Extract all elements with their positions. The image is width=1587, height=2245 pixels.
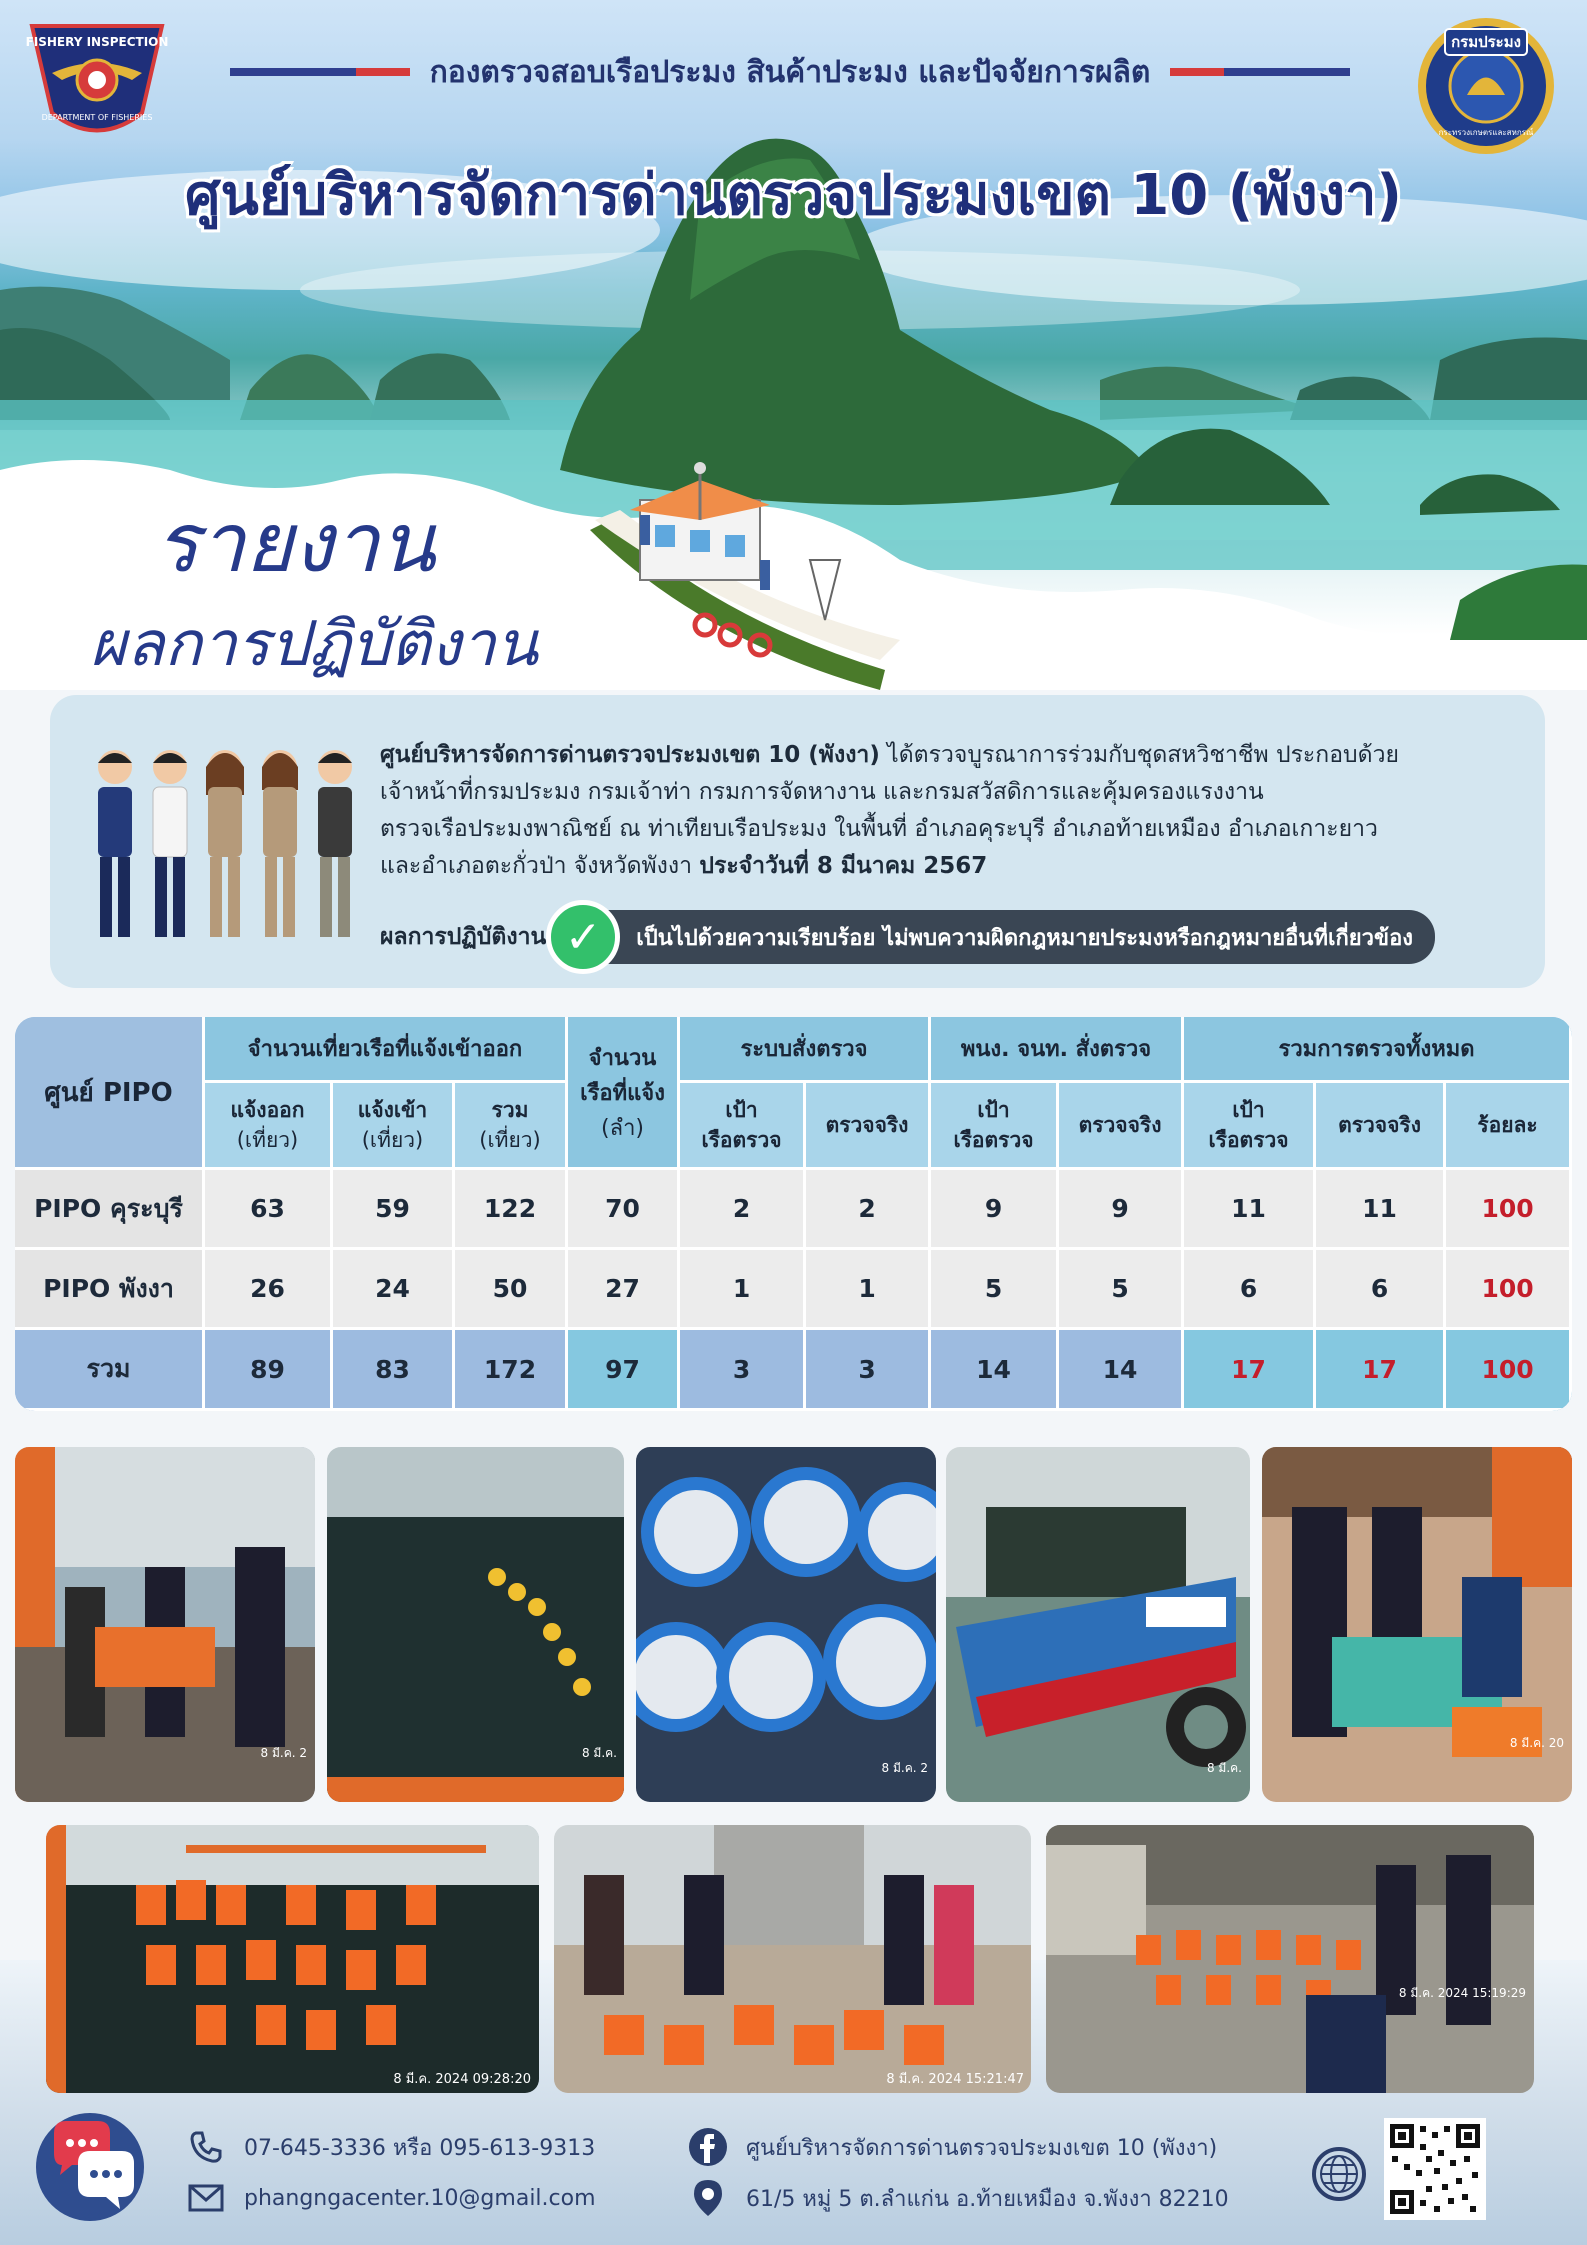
- department-line: [190, 50, 1390, 94]
- cell-in: 59: [333, 1170, 455, 1250]
- subheader-in: แจ้งเข้า (เที่ยว): [333, 1083, 455, 1170]
- hero-banner: [0, 0, 1587, 690]
- logo-right-bottom-text: กระทรวงเกษตรและสหกรณ์: [1438, 128, 1534, 137]
- subheader-officer-target: เป้า เรือตรวจ: [931, 1083, 1059, 1170]
- summary-line-4: และอำเภอตะกั่วป่า จังหวัดพังงา: [380, 853, 700, 879]
- report-heading: รายงาน: [155, 496, 436, 591]
- cell-off-target: 5: [931, 1250, 1059, 1330]
- group-header-total: รวมการตรวจทั้งหมด: [1184, 1017, 1572, 1083]
- total-off-actual: 14: [1059, 1330, 1184, 1411]
- total-tot-target: 17: [1184, 1330, 1316, 1411]
- phone-text[interactable]: 07-645-3336 หรือ 095-613-9313: [244, 2135, 596, 2161]
- cell-out: 26: [205, 1250, 333, 1330]
- total-out: 89: [205, 1330, 333, 1411]
- photo-fishing-net: [327, 1447, 624, 1802]
- chat-bubble-icon: [36, 2113, 144, 2221]
- summary-date: ประจำวันที่ 8 มีนาคม 2567: [699, 853, 988, 879]
- cell-in: 24: [333, 1250, 455, 1330]
- summary-text: [380, 737, 1520, 885]
- total-sum: 172: [455, 1330, 568, 1411]
- row-name: PIPO พังงา: [15, 1250, 205, 1330]
- email-text[interactable]: phangngacenter.10@gmail.com: [244, 2185, 596, 2211]
- photo-stamp: 8 มี.ค. 20: [1509, 1736, 1564, 1750]
- result-text: เป็นไปด้วยความเรียบร้อย ไม่พบความผิดกฎหมายประมงหรือกฎหมายอื่นที่เกี่ยวข้อง: [636, 925, 1414, 951]
- summary-org: ศูนย์บริหารจัดการด่านตรวจประมงเขต 10 (พังงา): [380, 742, 880, 768]
- page-title: ศูนย์บริหารจัดการด่านตรวจประมงเขต 10 (พังงา): [184, 163, 1402, 228]
- subheader-sum: รวม (เที่ยว): [455, 1083, 568, 1170]
- cell-tot-target: 11: [1184, 1170, 1316, 1250]
- contact-phone: [186, 2127, 595, 2167]
- inspection-table: [15, 1017, 1572, 1411]
- cell-sum: 50: [455, 1250, 568, 1330]
- cell-sys-actual: 1: [806, 1250, 931, 1330]
- table-row: [15, 1170, 1572, 1250]
- cell-off-actual: 5: [1059, 1250, 1184, 1330]
- photo-stamp: 8 มี.ค. 2024 15:19:29: [1398, 1986, 1526, 2000]
- result-pill: [560, 910, 1435, 964]
- department-name: กองตรวจสอบเรือประมง สินค้าประมง และปัจจัยการผลิต: [429, 54, 1151, 90]
- cell-percent: 100: [1446, 1170, 1572, 1250]
- photo-crew-inspection: [15, 1447, 315, 1802]
- officers-illustration: [90, 745, 360, 955]
- cell-out: 63: [205, 1170, 333, 1250]
- row-name: PIPO คุระบุรี: [15, 1170, 205, 1250]
- column-header-center: ศูนย์ PIPO: [15, 1017, 205, 1170]
- report-subheading: ผลการปฏิบัติงาน: [90, 607, 539, 680]
- total-tot-actual: 17: [1316, 1330, 1446, 1411]
- cell-tot-actual: 11: [1316, 1170, 1446, 1250]
- summary-line-2: เจ้าหน้าที่กรมประมง กรมเจ้าท่า กรมการจัดหางาน และกรมสวัสดิการและคุ้มครองแรงงาน: [380, 779, 1264, 805]
- department-of-fisheries-seal: [1415, 15, 1557, 157]
- contact-facebook: [688, 2127, 1217, 2167]
- cell-sys-actual: 2: [806, 1170, 931, 1250]
- phone-icon: [186, 2127, 226, 2167]
- total-in: 83: [333, 1330, 455, 1411]
- logo-left-top-text: FISHERY INSPECTION: [25, 35, 169, 49]
- facebook-icon: [688, 2127, 728, 2167]
- subheader-system-target: เป้า เรือตรวจ: [680, 1083, 806, 1170]
- decor-bar-left: [230, 68, 410, 76]
- summary-card: [50, 695, 1545, 988]
- photo-crew-lifejackets: [46, 1825, 539, 2093]
- logo-right-top-text: กรมประมง: [1451, 33, 1521, 51]
- decor-bar-right: [1170, 68, 1350, 76]
- contact-address: [688, 2178, 1229, 2218]
- location-pin-icon: [688, 2178, 728, 2218]
- photo-stamp: 8 มี.ค.: [581, 1746, 617, 1760]
- table-row: [15, 1250, 1572, 1330]
- check-icon: ✓: [546, 900, 620, 974]
- cell-sys-target: 1: [680, 1250, 806, 1330]
- photo-stamp: 8 มี.ค. 2: [881, 1761, 928, 1775]
- group-header-trips: จำนวนเที่ยวเรือที่แจ้งเข้าออก: [205, 1017, 568, 1083]
- address-text: 61/5 หมู่ 5 ต.ลำแก่น อ.ท้ายเหมือง จ.พังงา 82210: [746, 2186, 1229, 2212]
- mail-icon: [186, 2178, 226, 2218]
- cell-tot-target: 6: [1184, 1250, 1316, 1330]
- photo-stamp: 8 มี.ค. 2024 09:28:20: [393, 2072, 531, 2087]
- photo-fish-sampling: [1262, 1447, 1572, 1802]
- total-vessels: 97: [568, 1330, 680, 1411]
- globe-icon[interactable]: [1312, 2147, 1366, 2201]
- summary-line-1: ได้ตรวจบูรณาการร่วมกับชุดสหวิชาชีพ ประกอบด้วย: [879, 742, 1399, 768]
- subheader-officer-actual: ตรวจจริง: [1059, 1083, 1184, 1170]
- subheader-system-actual: ตรวจจริง: [806, 1083, 931, 1170]
- photo-stamp: 8 มี.ค.: [1206, 1761, 1242, 1775]
- cell-sys-target: 2: [680, 1170, 806, 1250]
- qr-code[interactable]: [1384, 2118, 1486, 2220]
- total-percent: 100: [1446, 1330, 1572, 1411]
- logo-left-bottom-text: DEPARTMENT OF FISHERIES: [41, 113, 153, 122]
- cell-tot-actual: 6: [1316, 1250, 1446, 1330]
- subheader-out: แจ้งออก (เที่ยว): [205, 1083, 333, 1170]
- photo-fish-catch: [636, 1447, 936, 1802]
- result-label: ผลการปฏิบัติงาน: [380, 924, 547, 950]
- total-sys-target: 3: [680, 1330, 806, 1411]
- summary-line-3: ตรวจเรือประมงพาณิชย์ ณ ท่าเทียบเรือประมง ในพื้นที่ อำเภอคุระบุรี อำเภอท้ายเหมือง อำเภอเกาะยาว: [380, 816, 1378, 842]
- total-name: รวม: [15, 1330, 205, 1411]
- photo-crew-briefing: [554, 1825, 1031, 2093]
- cell-sum: 122: [455, 1170, 568, 1250]
- total-off-target: 14: [931, 1330, 1059, 1411]
- facebook-text[interactable]: ศูนย์บริหารจัดการด่านตรวจประมงเขต 10 (พังงา): [746, 2135, 1218, 2161]
- group-header-system: ระบบสั่งตรวจ: [680, 1017, 931, 1083]
- subheader-total-target: เป้า เรือตรวจ: [1184, 1083, 1316, 1170]
- group-header-vessels: จำนวน เรือที่แจ้ง (ลำ): [568, 1017, 680, 1170]
- photo-stamp: 8 มี.ค. 2: [260, 1746, 307, 1760]
- cell-percent: 100: [1446, 1250, 1572, 1330]
- cell-off-actual: 9: [1059, 1170, 1184, 1250]
- contact-email: [186, 2178, 596, 2218]
- photo-fishing-boat: [946, 1447, 1250, 1802]
- table-total-row: [15, 1330, 1572, 1411]
- total-sys-actual: 3: [806, 1330, 931, 1411]
- subheader-total-actual: ตรวจจริง: [1316, 1083, 1446, 1170]
- cell-vessels: 27: [568, 1250, 680, 1330]
- photo-crew-warehouse: [1046, 1825, 1534, 2093]
- result-row: [380, 910, 1435, 964]
- cell-off-target: 9: [931, 1170, 1059, 1250]
- group-header-officer: พนง. จนท. สั่งตรวจ: [931, 1017, 1184, 1083]
- fishery-inspection-logo: [22, 18, 172, 148]
- cell-vessels: 70: [568, 1170, 680, 1250]
- subheader-percent: ร้อยละ: [1446, 1083, 1572, 1170]
- photo-stamp: 8 มี.ค. 2024 15:21:47: [886, 2072, 1024, 2087]
